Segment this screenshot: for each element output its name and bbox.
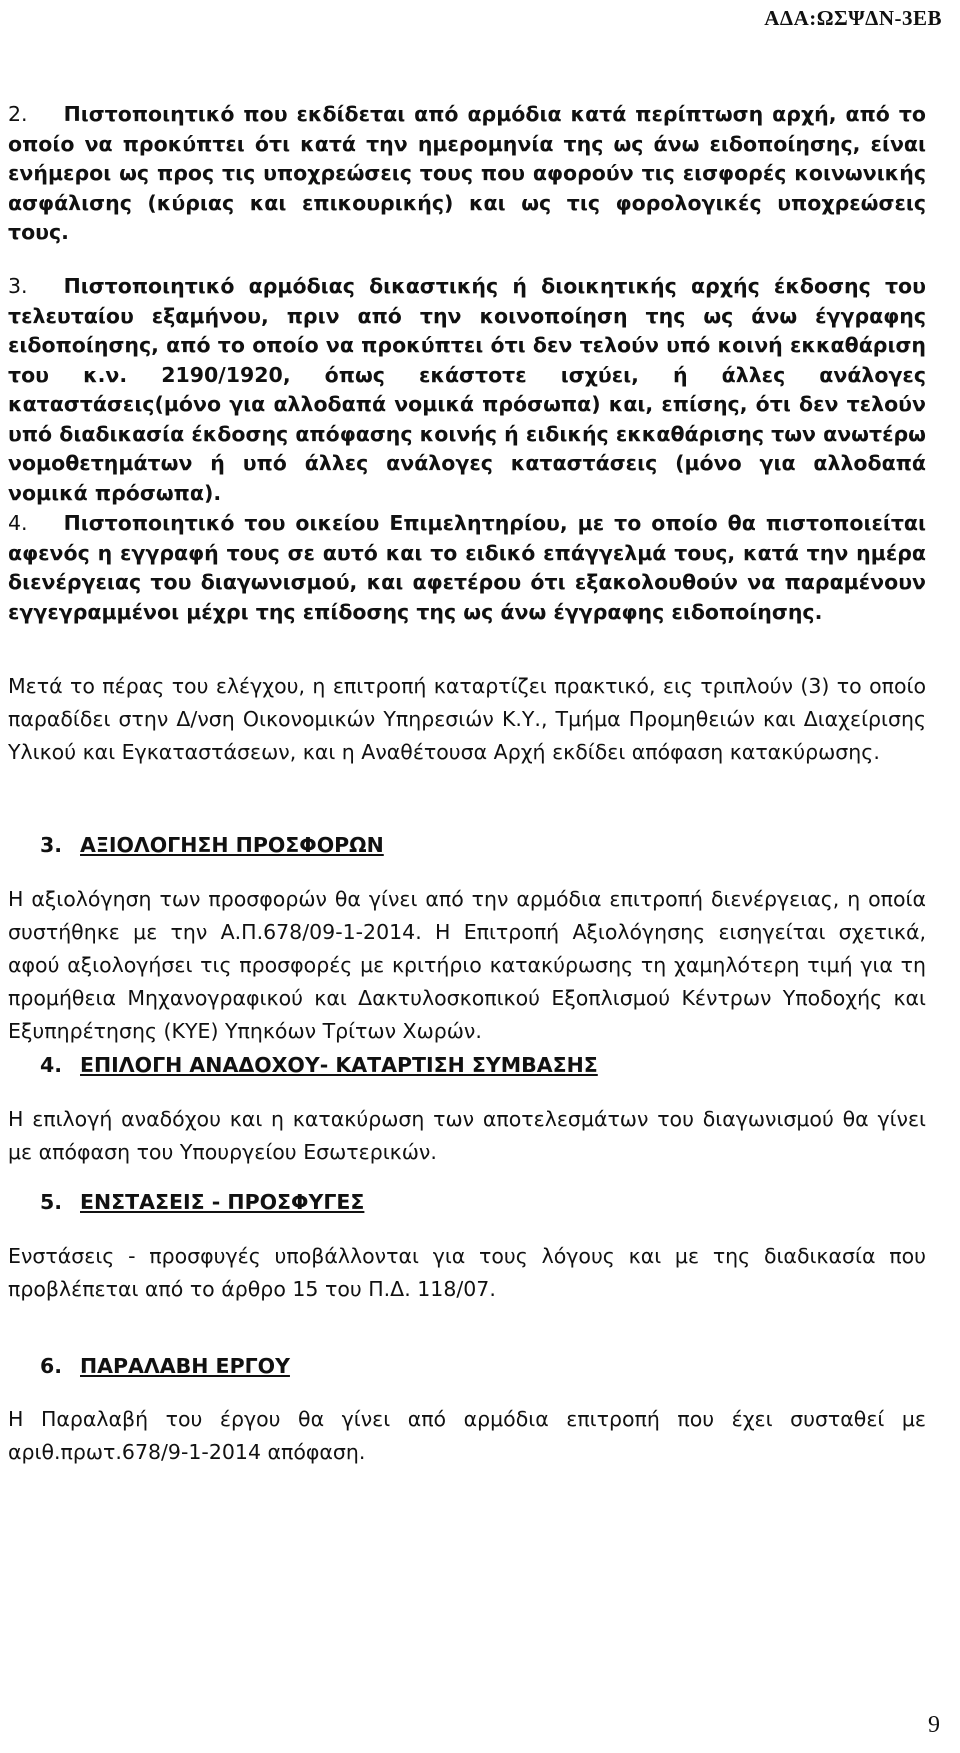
item-text: Πιστοποιητικό που εκδίδεται από αρμόδια κατά περίπτωση αρχή, από το οποίο να προκύπτει ότι κατά την ημερομηνία της ως άνω ειδοποίησης, είναι ενήμεροι ως προς τις υποχρεώσεις τους που αφορούν τις εισφορές κοινωνικής ασφάλισης (κύριας και επικουρικής) και ως τις φορολογικές υποχρεώσεις τους.	[8, 102, 926, 244]
section-body-acceptance: Η Παραλαβή του έργου θα γίνει από αρμόδια επιτροπή που έχει συσταθεί με αριθ.πρωτ.678/9-1-2014 απόφαση.	[8, 1407, 926, 1464]
item-number: 4.	[8, 511, 28, 535]
section-body-objections: Ενστάσεις - προσφυγές υποβάλλονται για τους λόγους και με της διαδικασία που προβλέπεται από το άρθρο 15 του Π.Δ. 118/07.	[8, 1244, 926, 1301]
section-heading-contractor-selection	[40, 1051, 598, 1080]
section-title: ΠΑΡΑΛΑΒΗ ΕΡΓΟΥ	[80, 1354, 290, 1378]
section-title: ΑΞΙΟΛΟΓΗΣΗ ΠΡΟΣΦΟΡΩΝ	[80, 833, 384, 857]
page-number: 9	[928, 1712, 940, 1738]
item-text: Πιστοποιητικό αρμόδιας δικαστικής ή διοικητικής αρχής έκδοσης του τελευταίου εξαμήνου, πριν από την κοινοποίηση της ως άνω έγγραφης ειδοποίησης, από το οποίο να προκύπτει ότι δεν τελούν υπό κοινή εκκαθάριση του κ.ν. 2190/1920, όπως εκάστοτε ισχύει, ή άλλες ανάλογες καταστάσεις(μόνο για αλλοδαπά νομικά πρόσωπα) και, επίσης, ότι δεν τελούν υπό διαδικασία έκδοσης απόφασης κοινής ή ειδικής εκκαθάρισης των ανωτέρω νομοθετημάτων ή υπό άλλες ανάλογες καταστάσεις (μόνο για αλλοδαπά νομικά πρόσωπα).	[8, 274, 926, 505]
section-number: 4.	[40, 1053, 63, 1077]
section-body-contractor-selection: Η επιλογή αναδόχου και η κατακύρωση των αποτελεσμάτων του διαγωνισμού θα γίνει με απόφαση του Υπουργείου Εσωτερικών.	[8, 1107, 926, 1164]
section-title: ΕΠΙΛΟΓΗ ΑΝΑΔΟΧΟΥ- ΚΑΤΑΡΤΙΣΗ ΣΥΜΒΑΣΗΣ	[80, 1053, 598, 1077]
section-number: 5.	[40, 1190, 63, 1214]
ada-code-header: ΑΔΑ:ΩΣΨΔΝ-3ΕΒ	[764, 6, 942, 30]
section-heading-objections	[40, 1188, 364, 1217]
item-number: 3.	[8, 274, 28, 298]
section-number: 6.	[40, 1354, 63, 1378]
section-heading-evaluation	[40, 831, 384, 860]
requirement-item-3	[8, 272, 926, 508]
after-check-paragraph: Μετά το πέρας του ελέγχου, η επιτροπή καταρτίζει πρακτικό, εις τριπλούν (3) το οποίο παραδίδει στην Δ/νση Οικονομικών Υπηρεσιών Κ.Υ., Τμήμα Προμηθειών και Διαχείρισης Υλικού και Εγκαταστάσεων, και η Αναθέτουσα Αρχή εκδίδει απόφαση κατακύρωσης.	[8, 674, 926, 764]
item-number: 2.	[8, 102, 28, 126]
section-title: ΕΝΣΤΑΣΕΙΣ - ΠΡΟΣΦΥΓΕΣ	[80, 1190, 365, 1214]
item-text: Πιστοποιητικό του οικείου Επιμελητηρίου, με το οποίο θα πιστοποιείται αφενός η εγγραφή τους σε αυτό και το ειδικό επάγγελμά τους, κατά την ημέρα διενέργειας του διαγωνισμού, και αφετέρου ότι εξακολουθούν να παραμένουν εγγεγραμμένοι μέχρι της επίδοσης της ως άνω έγγραφης ειδοποίησης.	[8, 511, 926, 624]
requirement-item-2	[8, 100, 926, 248]
section-body-evaluation: Η αξιολόγηση των προσφορών θα γίνει από την αρμόδια επιτροπή διενέργειας, η οποία συστήθηκε με την Α.Π.678/09-1-2014. Η Επιτροπή Αξιολόγησης εισηγείται σχετικά, αφού αξιολογήσει τις προσφορές με κριτήριο κατακύρωσης τη χαμηλότερη τιμή για τη προμήθεια Μηχανογραφικού και Δακτυλοσκοπικού Εξοπλισμού Κέντρων Υποδοχής και Εξυπηρέτησης (ΚΥΕ) Υπηκόων Τρίτων Χωρών.	[8, 887, 926, 1043]
section-number: 3.	[40, 833, 63, 857]
requirement-item-4	[8, 509, 926, 627]
section-heading-acceptance	[40, 1352, 290, 1381]
